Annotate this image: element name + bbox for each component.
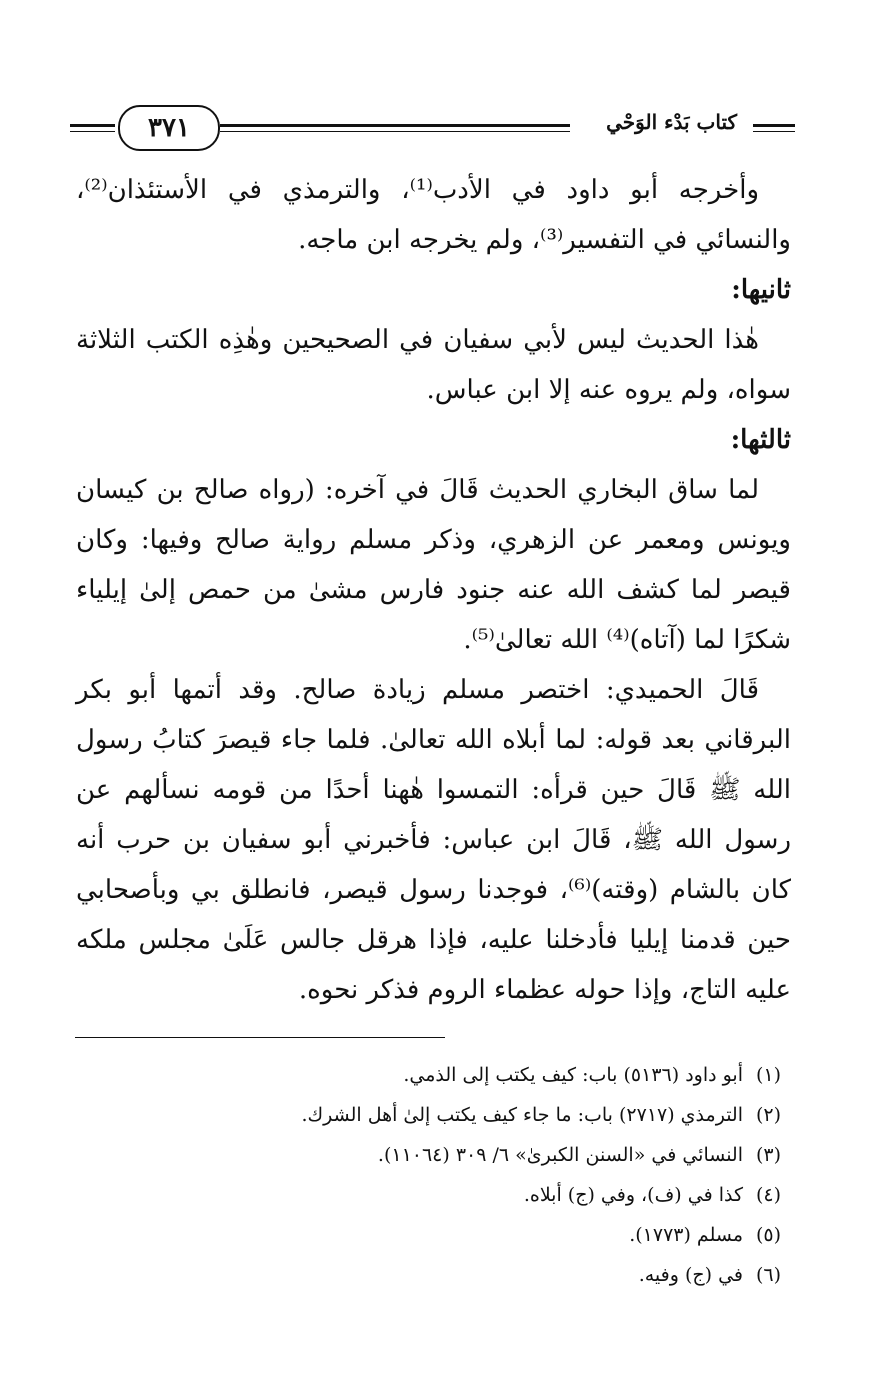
footnote-text: في (ج) وفيه. — [638, 1264, 743, 1286]
footnote-text: الترمذي (٢٧١٧) باب: ما جاء كيف يكتب إلىٰ أهل الشرك. — [301, 1104, 743, 1126]
footnote-text: النسائي في «السنن الكبرىٰ» ٦/ ٣٠٩ (١١٠٦٤). — [377, 1144, 743, 1166]
footnote — [141, 1055, 781, 1095]
section-heading: ثانيها: — [731, 275, 791, 305]
running-title: كتاب بَدْء الوَحْي — [600, 110, 743, 134]
footnote-number: (٢) — [755, 1104, 781, 1126]
header-rule — [220, 124, 570, 127]
paragraph: قَالَ الحميدي: اختصر مسلم زيادة صالح. وقد أتمها أبو بكر البرقاني بعد قوله: لما أبلاه الله تعالىٰ. فلما جاء قيصرَ كتابُ رسول الله ﷺ قَالَ حين قرأه: التمسوا هٰهنا أحدًا من قومه نسألهم عن رسول الله ﷺ، قَالَ ابن عباس: فأخبرني أبو سفيان بن حرب أنه كان بالشام (وقته)⁽⁶⁾، فوجدنا رسول قيصر، فانطلق بي وبأصحابي حين قدمنا إيليا فأدخلنا عليه، فإذا هرقل جالس عَلَىٰ مجلس ملكه عليه التاج، وإذا حوله عظماء الروم فذكر نحوه. — [76, 675, 791, 1005]
footnote-text: أبو داود (٥١٣٦) باب: كيف يكتب إلى الذمي. — [403, 1064, 743, 1086]
main-text — [76, 165, 791, 1015]
footnote — [141, 1255, 781, 1295]
page-number: ٣٧١ — [118, 105, 220, 151]
footnote-number: (٦) — [755, 1264, 781, 1286]
header-rule — [753, 124, 795, 127]
section-heading: ثالثها: — [730, 425, 791, 455]
header-rule — [70, 124, 115, 127]
footnote — [141, 1095, 781, 1135]
footnote-text: مسلم (١٧٧٣). — [629, 1224, 743, 1246]
header-rule — [220, 131, 570, 132]
paragraph: هٰذا الحديث ليس لأبي سفيان في الصحيحين وهٰذِه الكتب الثلاثة سواه، ولم يروه عنه إلا ابن عباس. — [76, 325, 791, 405]
footnote — [141, 1135, 781, 1175]
page-header — [70, 100, 795, 160]
footnote — [141, 1215, 781, 1255]
footnote-number: (١) — [755, 1064, 781, 1086]
paragraph: لما ساق البخاري الحديث قَالَ في آخره: (رواه صالح بن كيسان ويونس ومعمر عن الزهري، وذكر مسلم رواية صالح وفيها: وكان قيصر لما كشف الله عنه جنود فارس مشىٰ من حمص إلىٰ إيلياء شكرًا لما (آتاه)⁽⁴⁾ الله تعالىٰ⁽⁵⁾. — [76, 475, 791, 655]
footnote-separator — [75, 1037, 445, 1038]
footnote-number: (٤) — [755, 1184, 781, 1206]
paragraph: وأخرجه أبو داود في الأدب⁽¹⁾، والترمذي في الأستئذان⁽²⁾، والنسائي في التفسير⁽³⁾، ولم يخرجه ابن ماجه. — [76, 175, 791, 255]
footnote — [141, 1175, 781, 1215]
header-rule — [70, 131, 115, 132]
header-rule — [753, 131, 795, 132]
footnote-text: كذا في (ف)، وفي (ج) أبلاه. — [523, 1184, 743, 1206]
footnotes — [141, 1055, 781, 1295]
footnote-number: (٣) — [755, 1144, 781, 1166]
footnote-number: (٥) — [755, 1224, 781, 1246]
